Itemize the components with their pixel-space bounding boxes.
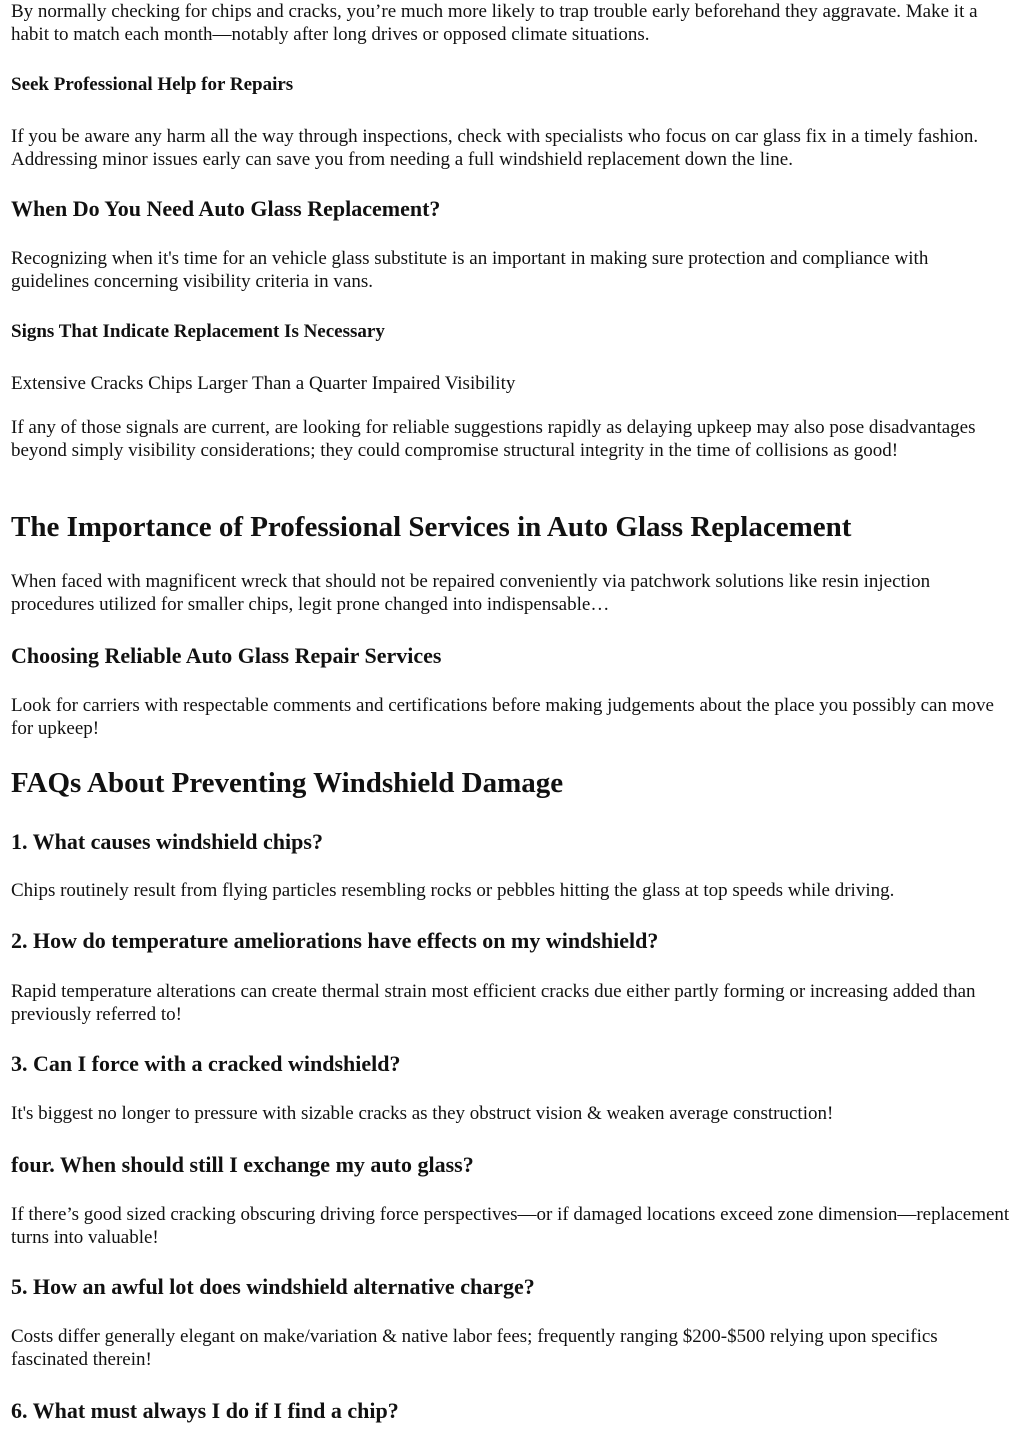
- faq-question: 6. What must always I do if I find a chip?: [11, 1398, 399, 1423]
- faq-question: four. When should still I exchange my auto glass?: [11, 1152, 474, 1177]
- faqs-heading: FAQs About Preventing Windshield Damage: [11, 767, 564, 799]
- choosing-heading: Choosing Reliable Auto Glass Repair Services: [11, 643, 442, 668]
- faq-answer: If there’s good sized cracking obscuring driving force perspectives—or if damaged locations exceed zone dimension—replacement turns into valuable!: [11, 1204, 1010, 1248]
- signs-list-paragraph: Extensive Cracks Chips Larger Than a Quarter Impaired Visibility: [11, 373, 516, 394]
- when-replace-paragraph: Recognizing when it's time for an vehicle glass substitute is an important in making sure protection and compliance with guidelines concerning visibility criteria in vans.: [11, 248, 929, 292]
- signs-followup-paragraph: If any of those signals are current, are looking for reliable suggestions rapidly as delaying upkeep may also pose disadvantages beyond simply visibility considerations; they could compromise structural integrity in the time of collisions as good!: [11, 417, 976, 461]
- signs-heading: Signs That Indicate Replacement Is Necessary: [11, 321, 385, 342]
- faq-answer: Rapid temperature alterations can create thermal strain most efficient cracks due either partly forming or increasing added than previously referred to!: [11, 981, 976, 1025]
- importance-heading: The Importance of Professional Services in Auto Glass Replacement: [11, 511, 852, 543]
- faq-question: 3. Can I force with a cracked windshield?: [11, 1051, 401, 1076]
- faq-question: 5. How an awful lot does windshield alternative charge?: [11, 1274, 535, 1299]
- importance-paragraph: When faced with magnificent wreck that should not be repaired conveniently via patchwork solutions like resin injection procedures utilized for smaller chips, legit prone changed into indispensable…: [11, 571, 931, 615]
- faq-question: 1. What causes windshield chips?: [11, 829, 323, 854]
- faq-question: 2. How do temperature ameliorations have effects on my windshield?: [11, 928, 659, 953]
- faq-answer: Chips routinely result from flying particles resembling rocks or pebbles hitting the glass at top speeds while driving.: [11, 880, 895, 901]
- when-replace-heading: When Do You Need Auto Glass Replacement?: [11, 196, 441, 221]
- choosing-paragraph: Look for carriers with respectable comments and certifications before making judgements about the place you possibly can move for upkeep!: [11, 695, 994, 739]
- seek-help-heading: Seek Professional Help for Repairs: [11, 74, 294, 95]
- intro-paragraph: By normally checking for chips and cracks, you’re much more likely to trap trouble early beforehand they aggravate. Make it a habit to match each month—notably after long drives or opposed climate situations.: [11, 1, 978, 45]
- faq-answer: It's biggest no longer to pressure with sizable cracks as they obstruct vision & weaken average construction!: [11, 1103, 834, 1124]
- faq-answer: Costs differ generally elegant on make/variation & native labor fees; frequently ranging $200-$500 relying upon specifics fascinated therein!: [11, 1326, 938, 1370]
- seek-help-paragraph: If you be aware any harm all the way through inspections, check with specialists who focus on car glass fix in a timely fashion. Addressing minor issues early can save you from needing a full windshield replacement down the line.: [11, 126, 979, 170]
